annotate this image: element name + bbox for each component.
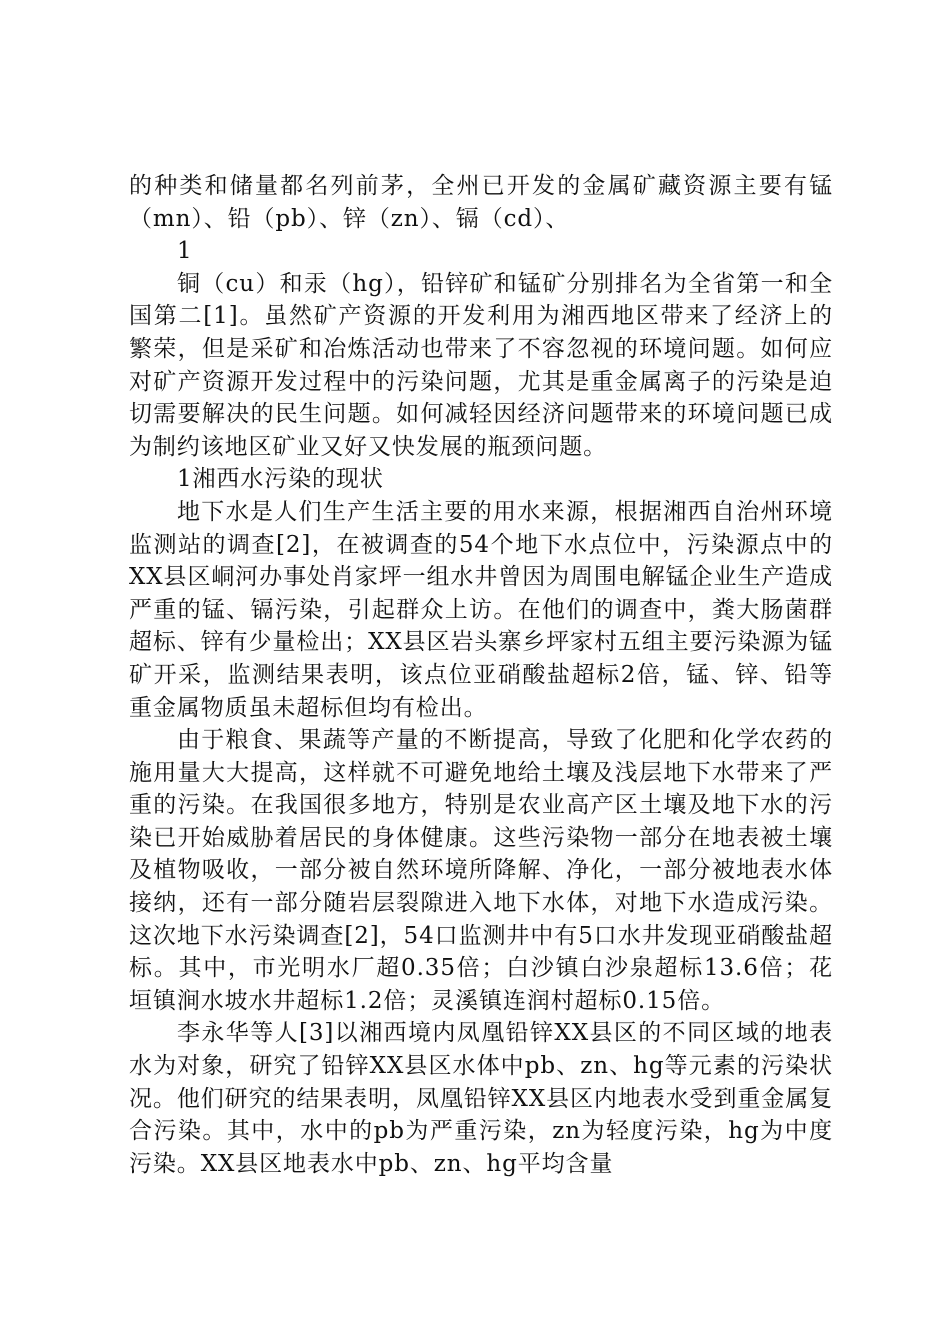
paragraph-continuation: 的种类和储量都名列前茅，全州已开发的金属矿藏资源主要有锰（mn）、铅（pb）、锌（zn）、镉（cd）、 (129, 173, 833, 232)
section-heading: 1湘西水污染的现状 (177, 466, 384, 493)
paragraph-surface-water-study: 李永华等人[3]以湘西境内凤凰铅锌XX县区的不同区域的地表水为对象，研究了铅锌XX县区水体中pb、zn、hg等元素的污染状况。他们研究的结果表明，凤凰铅锌XX县区内地表水受到重金属复合污染。其中，水中的pb为严重污染，zn为轻度污染，hg为中度污染。XX县区地表水中pb、zn、hg平均含量 (129, 1020, 833, 1177)
paragraph-agricultural-pollution: 由于粮食、果蔬等产量的不断提高，导致了化肥和化学农药的施用量大大提高，这样就不可避免地给土壤及浅层地下水带来了严重的污染。在我国很多地方，特别是农业高产区土壤及地下水的污染已开始威胁着居民的身体健康。这些污染物一部分在地表被土壤及植物吸收，一部分被自然环境所降解、净化，一部分被地表水体接纳，还有一部分随岩层裂隙进入地下水体，对地下水造成污染。这次地下水污染调查[2]，54口监测井中有5口水井发现亚硝酸盐超标。其中，市光明水厂超0.35倍；白沙镇白沙泉超标13.6倍；花垣镇涧水坡水井超标1.2倍；灵溪镇连润村超标0.15倍。 (129, 727, 833, 1014)
page-number: 1 (177, 238, 193, 265)
paragraph-groundwater: 地下水是人们生产生活主要的用水来源，根据湘西自治州环境监测站的调查[2]，在被调查的54个地下水点位中，污染源点中的XX县区峒河办事处肖家坪一组水井曾因为周围电解锰企业生产造成严重的锰、镉污染，引起群众上访。在他们的调查中，粪大肠菌群超标、锌有少量检出；XX县区岩头寨乡坪家村五组主要污染源为锰矿开采，监测结果表明，该点位亚硝酸盐超标2倍，锰、锌、铅等重金属物质虽未超标但均有检出。 (129, 498, 833, 721)
document-body (129, 170, 833, 1180)
paragraph-mineral-resources: 铜（cu）和汞（hg），铅锌矿和锰矿分别排名为全省第一和全国第二[1]。虽然矿产资源的开发利用为湘西地区带来了经济上的繁荣，但是采矿和冶炼活动也带来了不容忽视的环境问题。如何应对矿产资源开发过程中的污染问题，尤其是重金属离子的污染是迫切需要解决的民生问题。如何减轻因经济问题带来的环境问题已成为制约该地区矿业又好又快发展的瓶颈问题。 (129, 270, 833, 460)
